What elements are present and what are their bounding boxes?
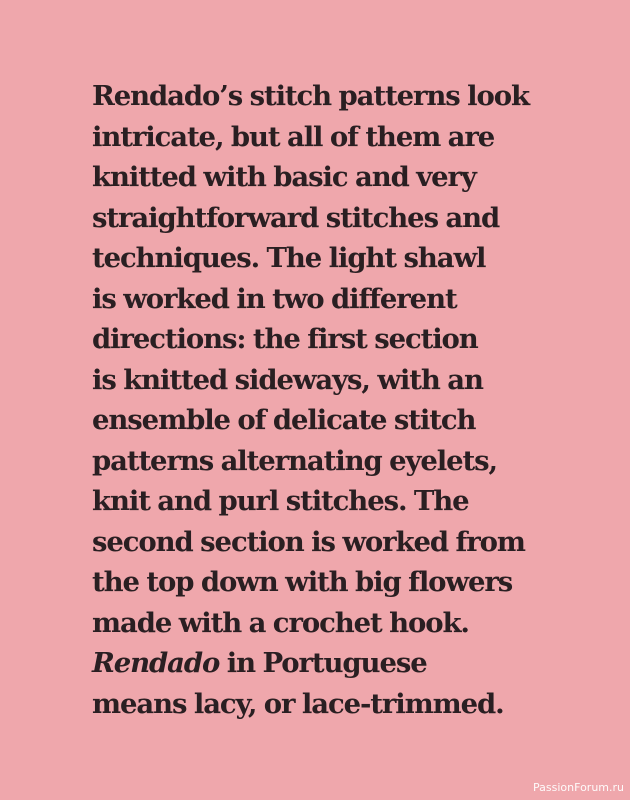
text-line: made with a crochet hook.: [92, 606, 469, 639]
text-line: is worked in two different: [92, 282, 457, 315]
watermark: PassionForum.ru: [533, 781, 624, 794]
text-line: techniques. The light shawl: [92, 242, 486, 274]
text-line: straightforward stitches and: [92, 201, 500, 234]
text-line-final: means lacy, or lace-trimmed.: [92, 687, 504, 720]
text-line: is knitted sideways, with an: [92, 363, 483, 396]
text-line: the top down with big flowers: [92, 566, 513, 598]
text-line-mixed: [92, 643, 612, 684]
text-line: knit and purl stitches. The: [92, 485, 469, 517]
text-line: ensemble of delicate stitch: [92, 404, 476, 436]
text-line: patterns alternating eyelets,: [92, 444, 497, 477]
text-line: intricate, but all of them are: [92, 120, 495, 153]
text-line: knitted with basic and very: [92, 161, 476, 193]
text-line-rest: in Portuguese: [219, 647, 427, 679]
italic-title-word: Rendado: [92, 647, 220, 679]
text-line: directions: the first section: [92, 323, 478, 355]
body-paragraph: [92, 76, 612, 724]
text-line: Rendado’s stitch patterns look: [92, 80, 529, 112]
text-line: second section is worked from: [92, 525, 525, 558]
